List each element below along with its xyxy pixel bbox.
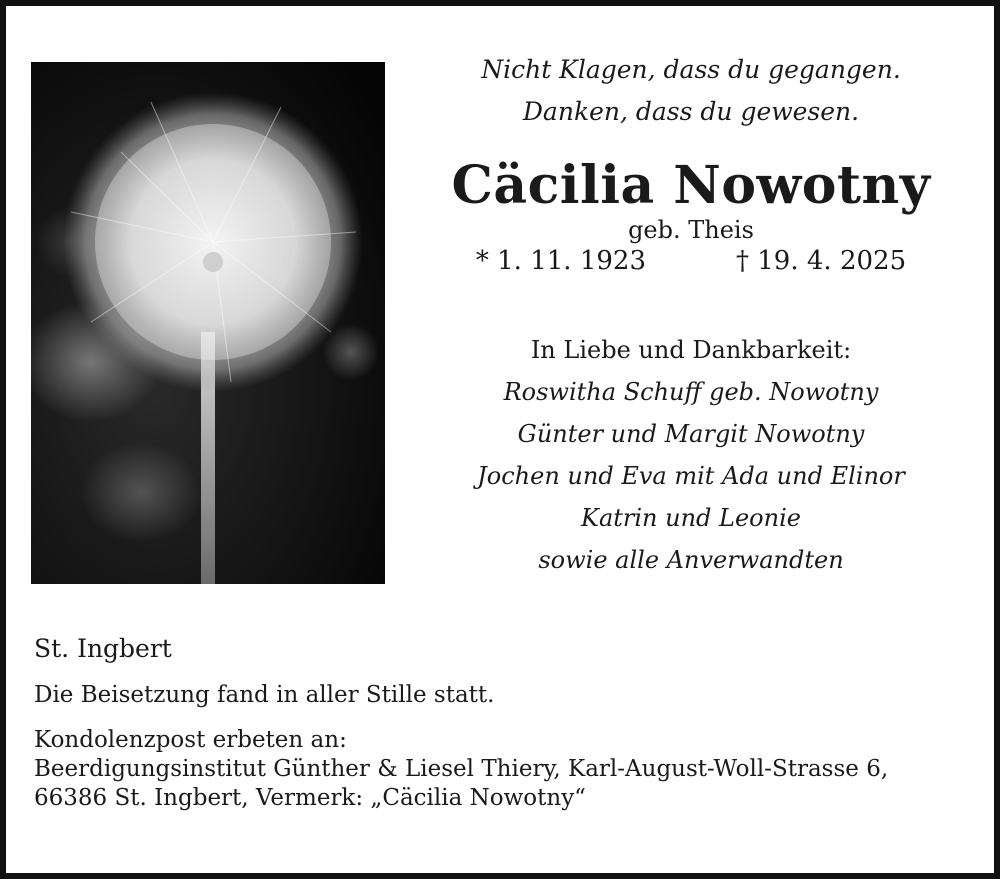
place-name: St. Ingbert (34, 634, 172, 663)
condolence-line-1: Kondolenzpost erbeten an: (34, 727, 347, 753)
quote-line-2: Danken, dass du gewesen. (522, 97, 860, 126)
mourner-line: sowie alle Anverwandten (538, 546, 844, 574)
mourner-line: Roswitha Schuff geb. Nowotny (503, 378, 879, 406)
birth-date: * 1. 11. 1923 (475, 246, 646, 276)
burial-note: Die Beisetzung fand in aller Stille statt. (34, 682, 495, 708)
mourner-line: Jochen und Eva mit Ada und Elinor (477, 462, 905, 490)
mourners-list (406, 371, 976, 581)
dandelion-photo (31, 62, 385, 584)
death-date: † 19. 4. 2025 (736, 246, 907, 276)
maiden-name: geb. Theis (628, 216, 754, 244)
condolence-address (34, 726, 974, 813)
mourners-heading: In Liebe und Dankbarkeit: (530, 336, 852, 364)
mourner-line: Katrin und Leonie (581, 504, 801, 532)
dandelion-icon (31, 62, 385, 584)
footer-text (34, 632, 974, 813)
mourner-line: Günter und Margit Nowotny (517, 420, 865, 448)
condolence-line-2: Beerdigungsinstitut Günther & Liesel Thiery, Karl-August-Woll-Strasse 6, (34, 756, 889, 782)
condolence-line-3: 66386 St. Ingbert, Vermerk: „Cäcilia Nowotny“ (34, 785, 586, 811)
life-dates (406, 245, 976, 277)
quote-line-1: Nicht Klagen, dass du gegangen. (481, 55, 901, 84)
deceased-name: Cäcilia Nowotny (451, 155, 931, 216)
main-text-column (406, 46, 976, 581)
memorial-quote (406, 49, 976, 133)
